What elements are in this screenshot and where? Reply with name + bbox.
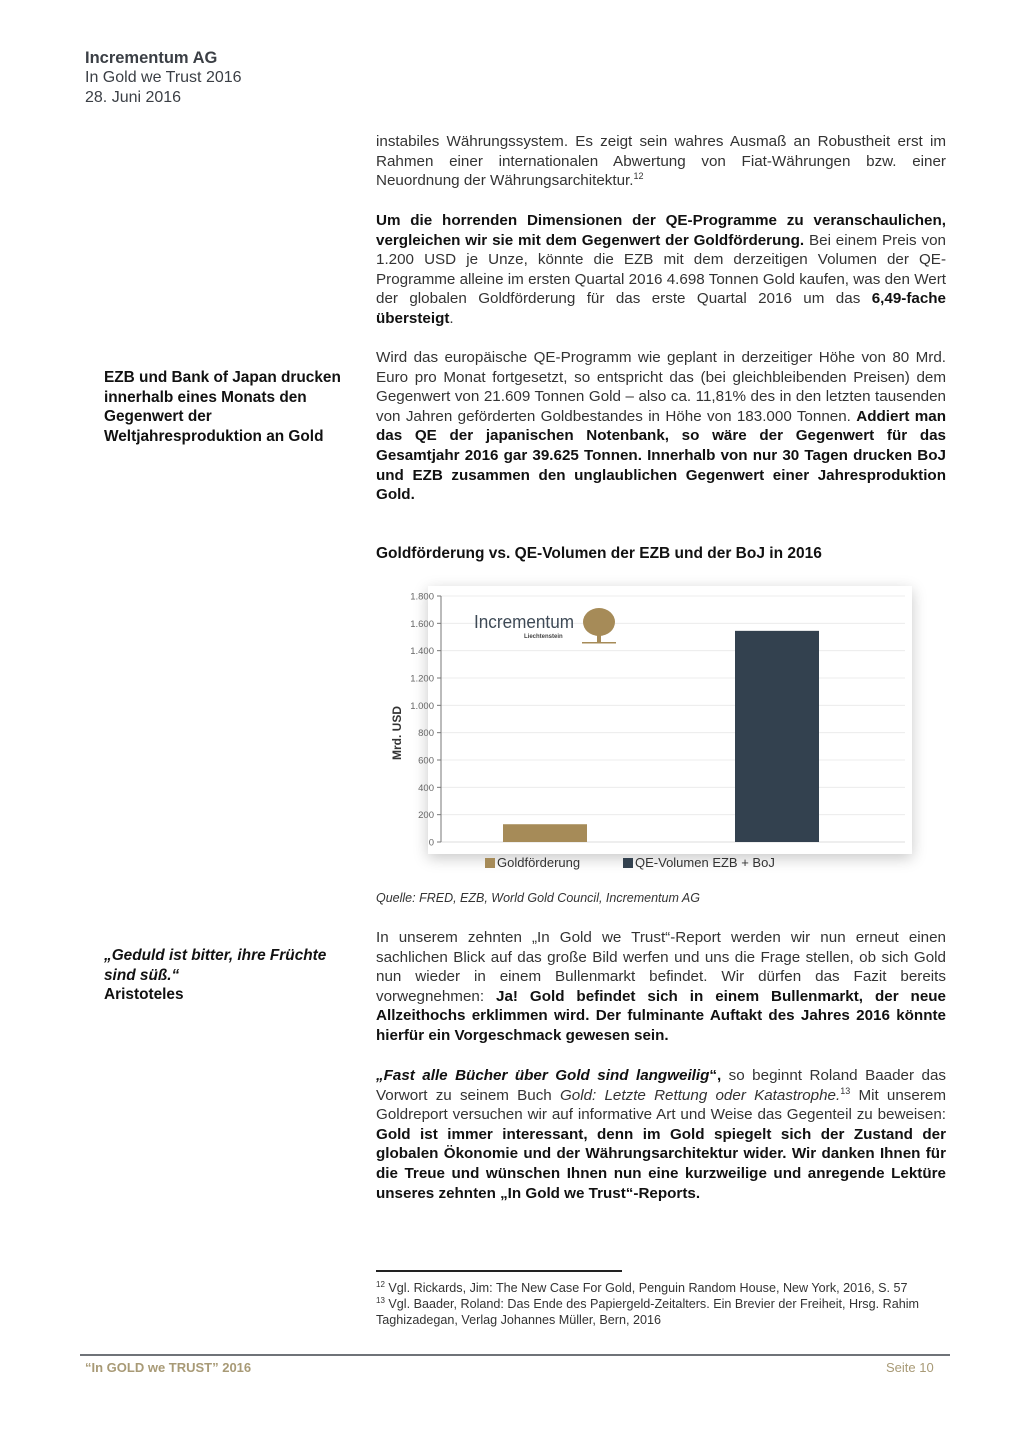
- footnote-number: 12: [376, 1279, 385, 1289]
- footer-divider: [80, 1354, 950, 1356]
- y-tick-label: 1.400: [410, 646, 434, 658]
- sidebar-quote: „Geduld ist bitter, ihre Früchte sind süß.“: [104, 947, 327, 984]
- sidebar-quote-author: Aristoteles: [104, 986, 184, 1004]
- paragraph-text: instabiles Währungssystem. Es zeigt sein wahres Ausmaß an Robustheit erst im Rahmen einer internationalen Abwertung von Fiat-Währungen bzw. einer Neuordnung der Währungsarchitektur.: [376, 133, 946, 190]
- sidebar-quote-block: [104, 946, 360, 1005]
- footnote-divider: [376, 1270, 622, 1272]
- paragraph-bold: Gold ist immer interessant, denn im Gold spiegelt sich der Zustand der globalen Ökonomie und der Währungsarchitektur wider. Wir danken Ihnen für die Treue und wünschen Ihnen nun eine kurzweilige und anregende Lektüre unseres zehnten „In Gold we Trust“-Reports.: [376, 1125, 946, 1202]
- quote-close: “,: [709, 1067, 722, 1084]
- page-number: Seite 10: [886, 1360, 934, 1375]
- chart-container: [385, 572, 917, 882]
- paragraph-text: Bei einem Preis von 1.200 USD je Unze, könnte die EZB mit dem derzeitigen Volumen der QE-Programme alleine im ersten Quartal 2016 4.698 Tonnen Gold kaufen, was den Wert der globalen Goldförderung für das erste Quartal 2016 um das: [376, 231, 946, 308]
- y-axis-ticks: [410, 592, 441, 849]
- legend: [485, 855, 775, 870]
- paragraph-bold: Addiert man das QE der japanischen Notenbank, so wäre der Gegenwert für das Gesamtjahr 2016 gar 39.625 Tonnen. Innerhalb von nur 30 Tagen drucken BoJ und EZB zusammen den unglaublichen Gegenwert einer Jahresproduktion Gold.: [376, 407, 946, 504]
- y-tick-label: 400: [418, 782, 434, 794]
- y-axis-label: Mrd. USD: [390, 706, 404, 760]
- paragraph-text: Wird das europäische QE-Programm wie geplant in derzeitiger Höhe von 80 Mrd. Euro pro Monat fortgesetzt, so entspricht das (bei gleichbleibenden Preisen) dem Gegenwert von 21.609 Tonnen Gold – also ca. 11,81% des in den letzten tausenden von Jahren geförderten Goldbestandes in Höhe von 183.000 Tonnen.: [376, 349, 946, 425]
- logo-subtext: Liechtenstein: [524, 634, 563, 640]
- footnotes: [376, 1280, 946, 1328]
- bars: [503, 631, 819, 842]
- legend-label: Goldförderung: [497, 855, 581, 870]
- company-name: Incrementum AG: [85, 49, 218, 67]
- paragraph-2: [376, 211, 946, 329]
- y-tick-label: 200: [418, 810, 434, 822]
- logo-text: Incrementum: [474, 612, 574, 632]
- paragraph-5: [376, 1066, 946, 1203]
- legend-label: QE-Volumen EZB + BoJ: [635, 855, 775, 870]
- paragraph-3: [376, 348, 946, 505]
- report-title: In Gold we Trust 2016: [85, 69, 242, 86]
- paragraph-text-2: Mit unserem Goldreport versuchen wir auf informative Art und Weise das Gegenteil zu beweisen:: [376, 1086, 946, 1124]
- y-tick-label: 800: [418, 728, 434, 740]
- y-tick-label: 0: [428, 837, 434, 849]
- tree-icon: [582, 608, 616, 644]
- bar-chart: [385, 572, 917, 882]
- gridlines: [441, 596, 905, 842]
- chart-source: Quelle: FRED, EZB, World Gold Council, Incrementum AG: [376, 891, 700, 905]
- book-title: Gold: Letzte Rettung oder Katastrophe.: [559, 1086, 841, 1104]
- paragraph-text: so beginnt Roland Baader das Vorwort zu seinem Buch: [376, 1067, 946, 1104]
- footnote-text: Vgl. Baader, Roland: Das Ende des Papiergeld-Zeitalters. Ein Brevier der Freiheit, Hrsg. Rahim Taghizadegan, Verlag Johannes Müller, Bern, 2016: [376, 1297, 919, 1327]
- y-tick-label: 600: [418, 755, 434, 767]
- bar-qe-volumen: [735, 631, 819, 842]
- footnote-number: 13: [376, 1295, 385, 1305]
- y-tick-label: 1.200: [410, 673, 434, 685]
- y-tick-label: 1.800: [410, 591, 434, 603]
- footer-title: “In GOLD we TRUST” 2016: [85, 1360, 252, 1375]
- footnote-13: [376, 1296, 946, 1328]
- report-date: 28. Juni 2016: [85, 89, 182, 106]
- y-tick-label: 1.000: [410, 700, 434, 712]
- bar-goldfoerderung: [503, 824, 587, 842]
- paragraph-bold-end: 6,49-fache übersteigt: [376, 290, 946, 327]
- paragraph-bold: Um die horrenden Dimensionen der QE-Programme zu veranschaulichen, vergleichen wir sie mit dem Gegenwert der Goldförderung.: [376, 212, 946, 249]
- quote-title: „Fast alle Bücher über Gold sind langweilig: [376, 1067, 710, 1084]
- sidebar-note: EZB und Bank of Japan drucken innerhalb eines Monats den Gegenwert der Weltjahresproduktion an Gold: [104, 369, 341, 445]
- paragraph-bold: Ja! Gold befindet sich in einem Bullenmarkt, der neue Allzeithochs erklimmen wird. Der fulminante Auftakt des Jahres 2016 könnte hierfür ein Vorgeschmack gewesen sein.: [376, 987, 946, 1044]
- footnote-ref-12[interactable]: 12: [633, 171, 644, 182]
- legend-swatch: [623, 858, 633, 868]
- paragraph-end: .: [449, 309, 454, 327]
- logo: [474, 608, 616, 644]
- footnote-12: [376, 1280, 946, 1296]
- chart-title: Goldförderung vs. QE-Volumen der EZB und der BoJ in 2016: [376, 545, 822, 562]
- footnote-text: Vgl. Rickards, Jim: The New Case For Gold, Penguin Random House, New York, 2016, S. 57: [388, 1281, 908, 1295]
- legend-swatch: [485, 858, 495, 868]
- paragraph-4: [376, 928, 946, 1046]
- y-tick-label: 1.600: [410, 618, 434, 630]
- paragraph-text: In unserem zehnten „In Gold we Trust“-Report werden wir nun erneut einen sachlichen Blick auf das große Bild werfen und uns die Frage stellen, ob sich Gold nun wieder in einem Bullenmarkt befindet. Wir dürfen das Fazit bereits vorwegnehmen:: [376, 929, 946, 1005]
- footnote-ref-13[interactable]: 13: [840, 1085, 851, 1096]
- paragraph-1: [376, 132, 946, 191]
- page-header: [85, 48, 242, 108]
